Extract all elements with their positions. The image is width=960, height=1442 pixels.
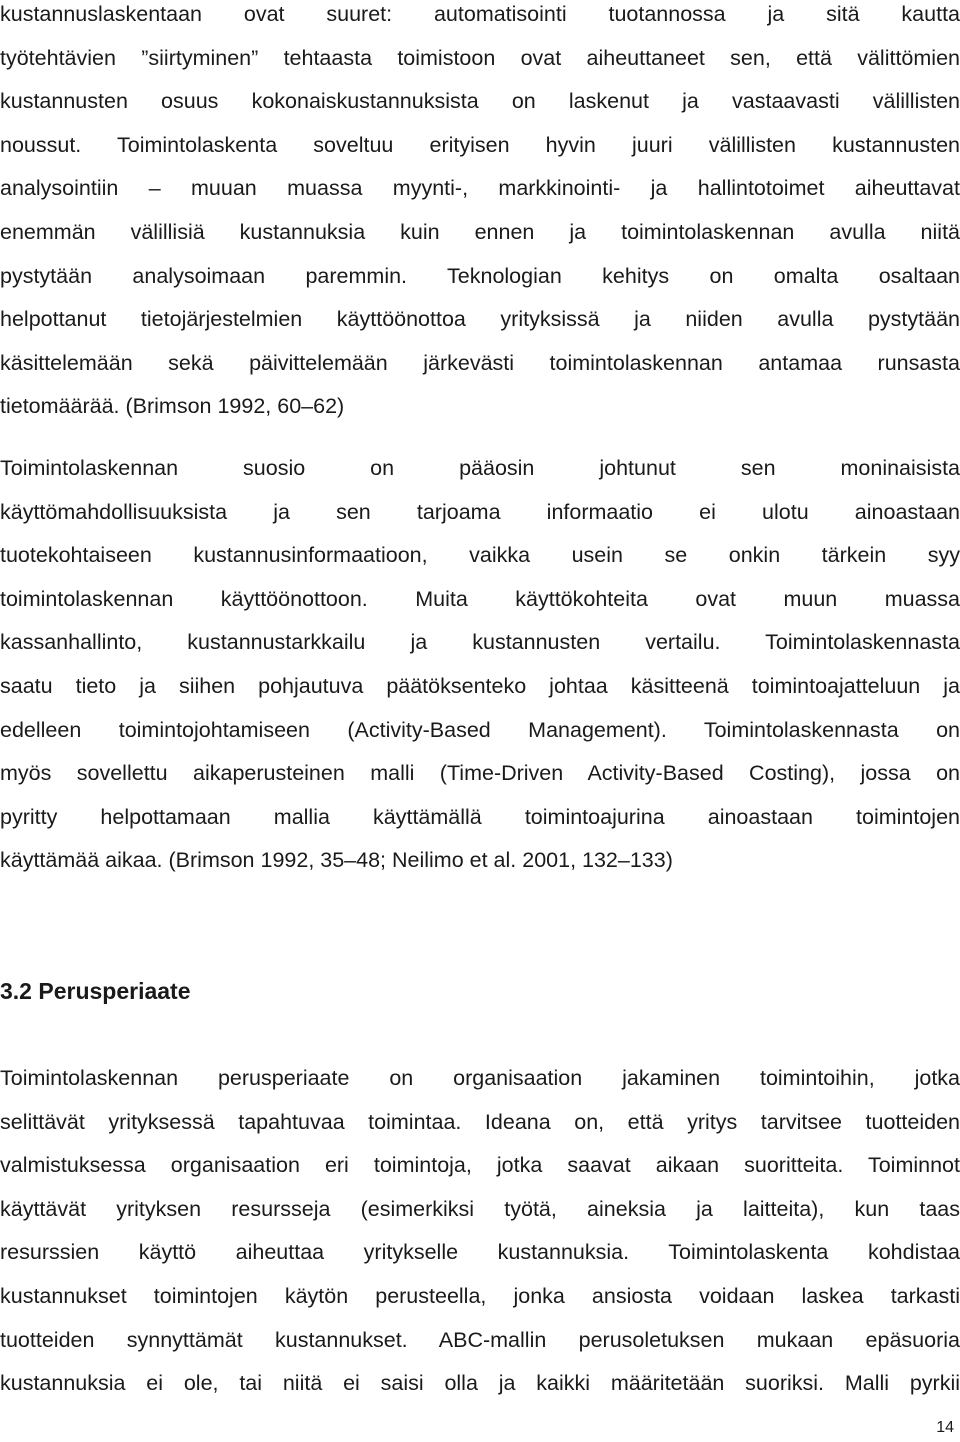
paragraph-3 (0, 1064, 960, 1413)
text-line: edelleen toimintojohtamiseen (Activity-Based Management). Toimintolaskennasta on (0, 717, 960, 742)
text-line: valmistuksessa organisaation eri toimintoja, jotka saavat aikaan suoritteita. Toiminnot (0, 1153, 960, 1178)
text-line: kustannuksia ei ole, tai niitä ei saisi olla ja kaikki määritetään suoriksi. Malli pyrkii (0, 1371, 960, 1396)
text-line: tietomäärää. (Brimson 1992, 60–62) (0, 394, 345, 419)
text-line: helpottanut tietojärjestelmien käyttöönottoa yrityksissä ja niiden avulla pystytään (0, 307, 960, 332)
text-line: selittävät yrityksessä tapahtuvaa toimintaa. Ideana on, että yritys tarvitsee tuotteiden (0, 1109, 960, 1134)
text-line: käyttämää aikaa. (Brimson 1992, 35–48; Neilimo et al. 2001, 132–133) (0, 848, 673, 873)
section-heading: 3.2 Perusperiaate (0, 978, 191, 1004)
paragraph-2 (0, 454, 960, 890)
text-line: analysointiin – muuan muassa myynti-, markkinointi- ja hallintotoimet aiheuttavat (0, 176, 960, 201)
text-line: pyritty helpottamaan mallia käyttämällä toimintoajurina ainoastaan toimintojen (0, 804, 960, 829)
page-number: 14 (936, 1419, 954, 1436)
text-line: työtehtävien ”siirtyminen” tehtaasta toimistoon ovat aiheuttaneet sen, että välittömien (0, 45, 960, 70)
text-line: kassanhallinto, kustannustarkkailu ja kustannusten vertailu. Toimintolaskennasta (0, 630, 960, 655)
text-line: toimintolaskennan käyttöönottoon. Muita käyttökohteita ovat muun muassa (0, 586, 960, 611)
text-line: käyttävät yrityksen resursseja (esimerkiksi työtä, aineksia ja laitteita), kun taas (0, 1196, 960, 1221)
text-line: enemmän välillisiä kustannuksia kuin ennen ja toimintolaskennan avulla niitä (0, 219, 960, 244)
text-line: tuotteiden synnyttämät kustannukset. ABC-mallin perusoletuksen mukaan epäsuoria (0, 1327, 960, 1352)
text-line: kustannukset toimintojen käytön perusteella, jonka ansiosta voidaan laskea tarkasti (0, 1283, 960, 1308)
text-line: saatu tieto ja siihen pohjautuva päätöksenteko johtaa käsitteenä toimintoajatteluun ja (0, 673, 960, 698)
text-line: myös sovellettu aikaperusteinen malli (Time-Driven Activity-Based Costing), jossa on (0, 761, 960, 786)
text-line: pystytään analysoimaan paremmin. Teknologian kehitys on omalta osaltaan (0, 263, 960, 288)
text-line: resurssien käyttö aiheuttaa yritykselle kustannuksia. Toimintolaskenta kohdistaa (0, 1240, 960, 1265)
paragraph-1 (0, 0, 960, 436)
text-line: kustannuslaskentaan ovat suuret: automatisointi tuotannossa ja sitä kautta (0, 2, 960, 26)
text-line: Toimintolaskennan perusperiaate on organisaation jakaminen toimintoihin, jotka (0, 1066, 960, 1090)
text-line: kustannusten osuus kokonaiskustannuksista on laskenut ja vastaavasti välillisten (0, 89, 960, 114)
text-line: tuotekohtaiseen kustannusinformaatioon, vaikka usein se onkin tärkein syy (0, 543, 960, 568)
text-line: käsittelemään sekä päivittelemään järkevästi toimintolaskennan antamaa runsasta (0, 350, 960, 375)
text-line: Toimintolaskennan suosio on pääosin johtunut sen moninaisista (0, 456, 960, 480)
text-line: käyttömahdollisuuksista ja sen tarjoama informaatio ei ulotu ainoastaan (0, 499, 960, 524)
text-line: noussut. Toimintolaskenta soveltuu erityisen hyvin juuri välillisten kustannusten (0, 132, 960, 157)
